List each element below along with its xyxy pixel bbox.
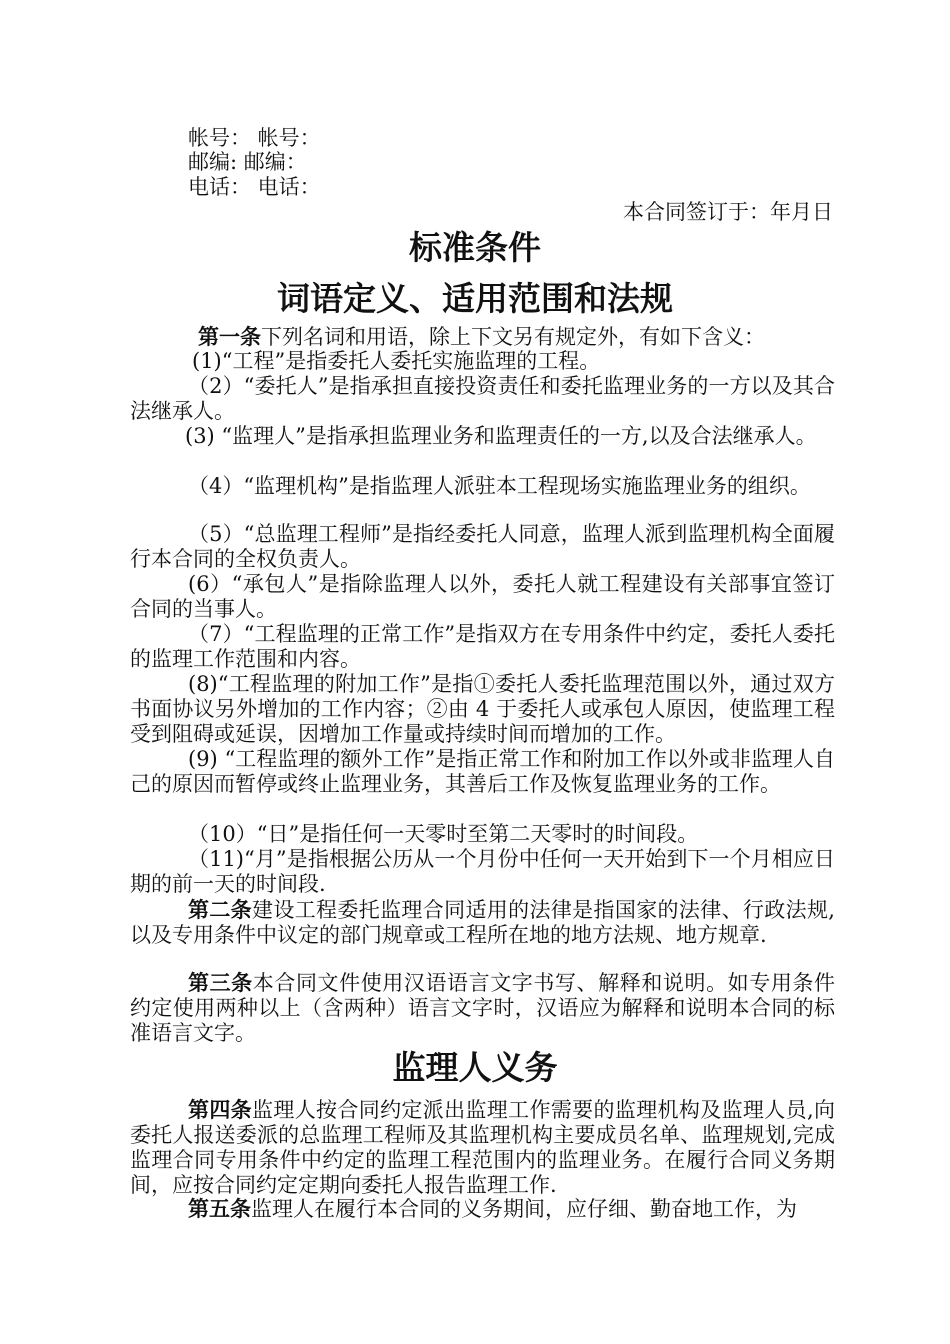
article-4 — [130, 1097, 835, 1198]
definition-9: (9) “工程监理的额外工作”是指正常工作和附加工作以外或非监理人自己的原因而暂停或终止监理业务，其善后工作及恢复监理业务的工作。 — [130, 747, 835, 796]
article-4-text: 监理人按合同约定派出监理工作需要的监理机构及监理人员,向委托人报送委派的总监理工程师及其监理机构主要成员名单、监理规划,完成监理合同专用条件中约定的监理工程范围内的监理业务。在履行合同义务期间，应按合同约定定期向委托人报告监理工作. — [130, 1098, 835, 1197]
article-4-label: 第四条 — [188, 1097, 253, 1122]
article-2-text: 建设工程委托监理合同适用的法律是指国家的法律、行政法规,以及专用条件中议定的部门规章或工程所在地的地方法规、地方规章. — [130, 898, 835, 947]
definition-4: （4）“监理机构”是指监理人派驻本工程现场实施监理业务的组织。 — [188, 474, 811, 498]
heading-definitions: 词语定义、适用范围和法规 — [277, 279, 673, 318]
definition-3: (3) “监理人”是指承担监理业务和监理责任的一方,以及合法继承人。 — [185, 424, 817, 448]
article-3-label: 第三条 — [188, 970, 253, 995]
article-5 — [130, 1196, 835, 1222]
heading-supervisor-duty: 监理人义务 — [392, 1048, 558, 1087]
definition-1: (1)“工程”是指委托人委托实施监理的工程。 — [192, 349, 601, 373]
account-line: 帐号： 帐号： — [188, 126, 321, 150]
article-2 — [130, 897, 835, 948]
article-1-text: 下列名词和用语，除上下文另有规定外，有如下含义： — [261, 325, 765, 349]
definition-2: （2）“委托人”是指承担直接投资责任和委托监理业务的一方以及其合法继承人。 — [130, 374, 835, 423]
definition-8: (8)“工程监理的附加工作”是指①委托人委托监理范围以外，通过双方书面协议另外增加的工作内容；②由 4 于委托人或承包人原因，使监理工程受到阻碍或延误，因增加工作量或持续时间而增加的工作。 — [130, 672, 835, 746]
article-3 — [130, 970, 835, 1046]
definition-6: (6）“承包人”是指除监理人以外，委托人就工程建设有关部事宜签订合同的当事人。 — [130, 572, 835, 621]
article-5-text: 监理人在履行本合同的义务期间，应仔细、勤奋地工作，为 — [251, 1197, 797, 1221]
postcode-line: 邮编: 邮编： — [188, 150, 307, 174]
definition-11: （11)“月”是指根据公历从一个月份中任何一天开始到下一个月相应日期的前一天的时间段. — [130, 847, 835, 896]
definition-7: （7）“工程监理的正常工作”是指双方在专用条件中约定，委托人委托的监理工作范围和内容。 — [130, 622, 835, 671]
heading-standard-conditions: 标准条件 — [409, 228, 541, 267]
article-3-text: 本合同文件使用汉语语言文字书写、解释和说明。如专用条件约定使用两种以上（含两种）语言文字时，汉语应为解释和说明本合同的标准语言文字。 — [130, 971, 836, 1045]
article-2-label: 第二条 — [188, 897, 253, 922]
article-1-label: 第一条 — [198, 324, 261, 349]
signing-date-line: 本合同签订于：年月日 — [623, 200, 833, 224]
phone-line: 电话： 电话： — [188, 175, 321, 199]
definition-5: （5）“总监理工程师”是指经委托人同意，监理人派到监理机构全面履行本合同的全权负责人。 — [130, 522, 835, 571]
article-5-label: 第五条 — [188, 1196, 251, 1221]
article-1 — [130, 324, 835, 350]
definition-10: （10）“日”是指任何一天零时至第二天零时的时间段。 — [188, 822, 699, 846]
